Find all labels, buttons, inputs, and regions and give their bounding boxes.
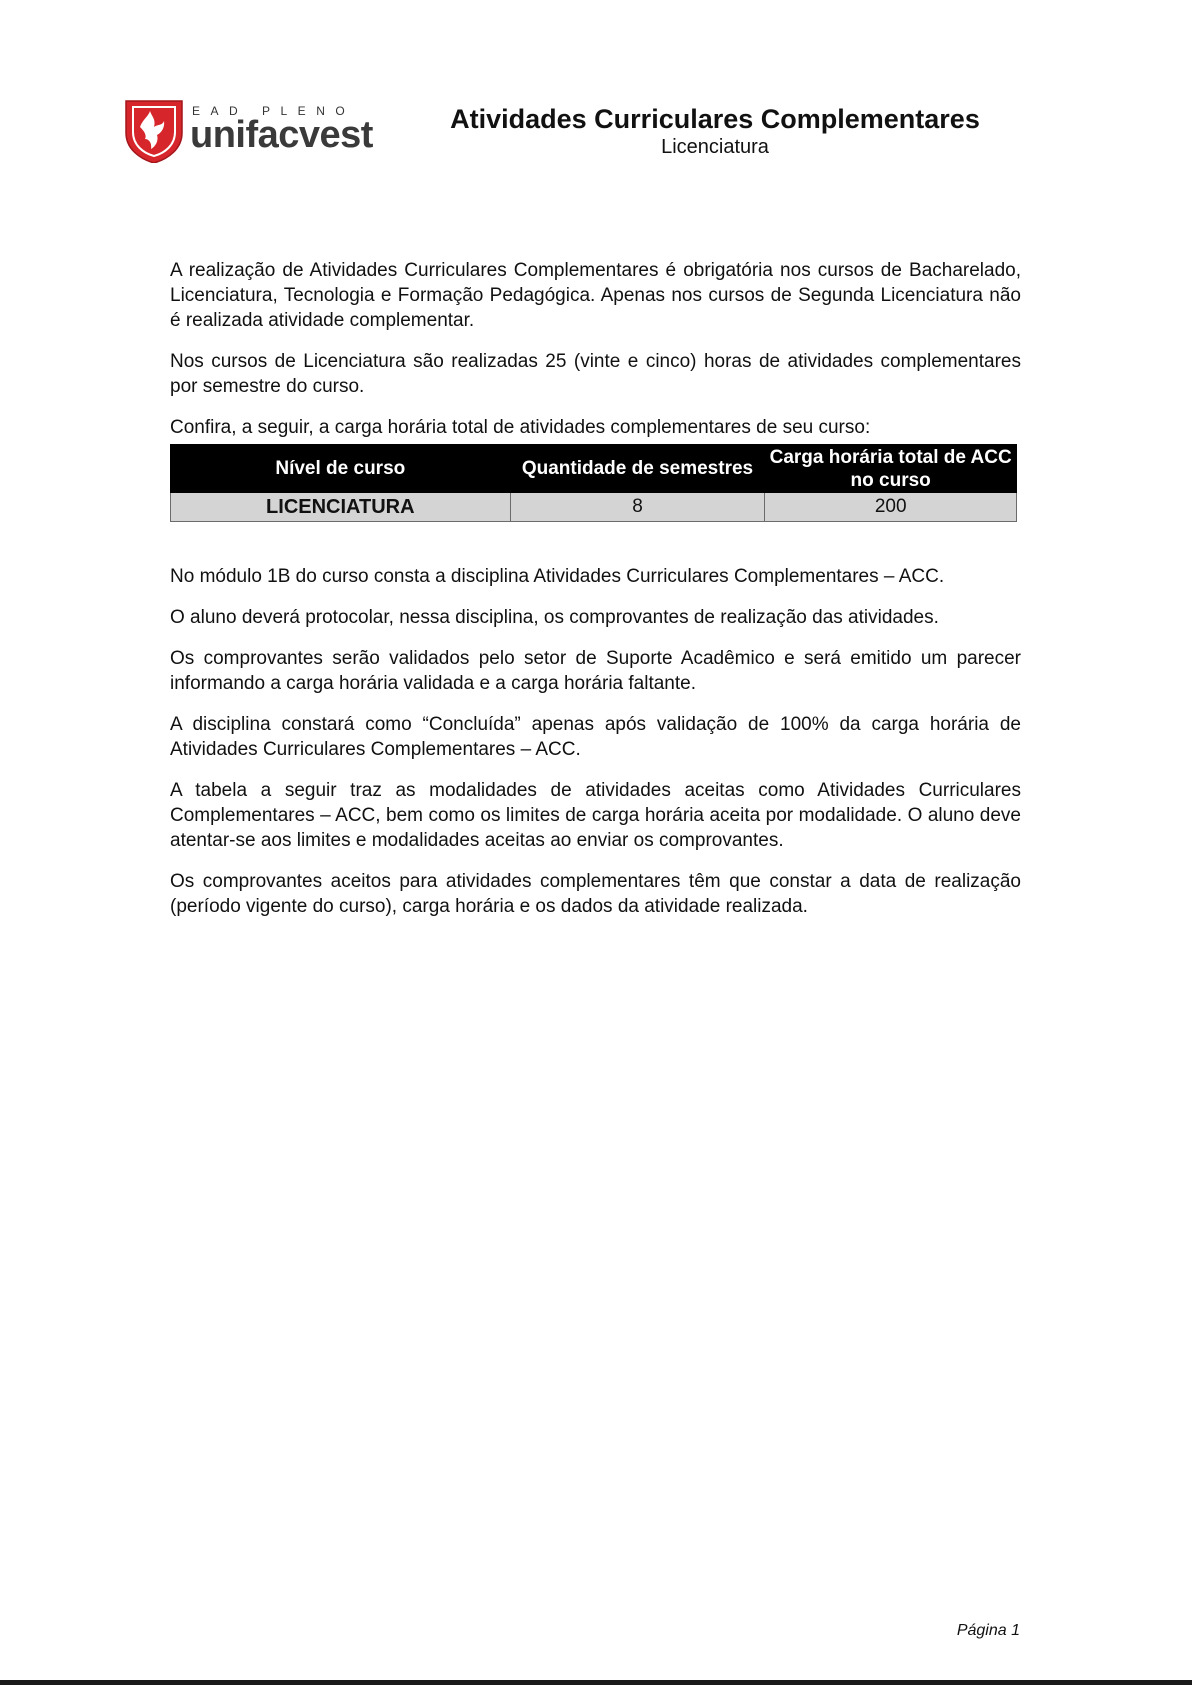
table-header-cell: Nível de curso bbox=[171, 445, 511, 493]
paragraph: A disciplina constará como “Concluída” apenas após validação de 100% da carga horária de Atividades Curriculares Complementares – ACC. bbox=[170, 714, 1021, 760]
paragraph: Nos cursos de Licenciatura são realizadas 25 (vinte e cinco) horas de atividades complementares por semestre do curso. bbox=[170, 351, 1021, 397]
rules-section bbox=[170, 564, 1021, 919]
paragraph: Os comprovantes serão validados pelo setor de Suporte Acadêmico e será emitido um parecer informando a carga horária validada e a carga horária faltante. bbox=[170, 648, 1021, 694]
table-header-cell: Carga horária total de ACC no curso bbox=[765, 445, 1017, 493]
table-row bbox=[171, 493, 1017, 522]
page-number: Página 1 bbox=[956, 1622, 1020, 1639]
paragraph: O aluno deverá protocolar, nessa disciplina, os comprovantes de realização das atividades. bbox=[170, 607, 939, 628]
document-body bbox=[170, 258, 1021, 935]
table-header-row bbox=[171, 445, 1017, 493]
paragraph: A realização de Atividades Curriculares Complementares é obrigatória nos cursos de Bacharelado, Licenciatura, Tecnologia e Formação Pedagógica. Apenas nos cursos de Segunda Licenciatura não é realizada atividade complementar. bbox=[170, 260, 1021, 331]
logo-tagline: EAD PLENO bbox=[192, 104, 356, 118]
table-cell: 8 bbox=[510, 493, 765, 522]
paragraph: Os comprovantes aceitos para atividades complementares têm que constar a data de realização (período vigente do curso), carga horária e os dados da atividade realizada. bbox=[170, 871, 1021, 917]
logo-brand-name: unifacvest bbox=[190, 114, 373, 156]
document-subtitle: Licenciatura bbox=[661, 136, 769, 158]
table-cell: 200 bbox=[765, 493, 1017, 522]
unifacvest-logo bbox=[124, 95, 373, 165]
table-cell: LICENCIATURA bbox=[171, 493, 511, 522]
acc-hours-table bbox=[170, 444, 1017, 522]
document-title: Atividades Curriculares Complementares bbox=[450, 104, 980, 134]
paragraph: A tabela a seguir traz as modalidades de atividades aceitas como Atividades Curriculares Complementares – ACC, bem como os limites de carga horária aceita por modalidade. O aluno deve atentar-se aos limites e modalidades aceitas ao enviar os comprovantes. bbox=[170, 780, 1021, 851]
paragraph: No módulo 1B do curso consta a disciplina Atividades Curriculares Complementares – ACC. bbox=[170, 566, 945, 587]
page-bottom-border bbox=[0, 1680, 1192, 1685]
intro-section bbox=[170, 258, 1021, 440]
paragraph: Confira, a seguir, a carga horária total de atividades complementares de seu curso: bbox=[170, 417, 871, 438]
table-header-cell: Quantidade de semestres bbox=[510, 445, 765, 493]
shield-logo-icon bbox=[124, 97, 184, 163]
